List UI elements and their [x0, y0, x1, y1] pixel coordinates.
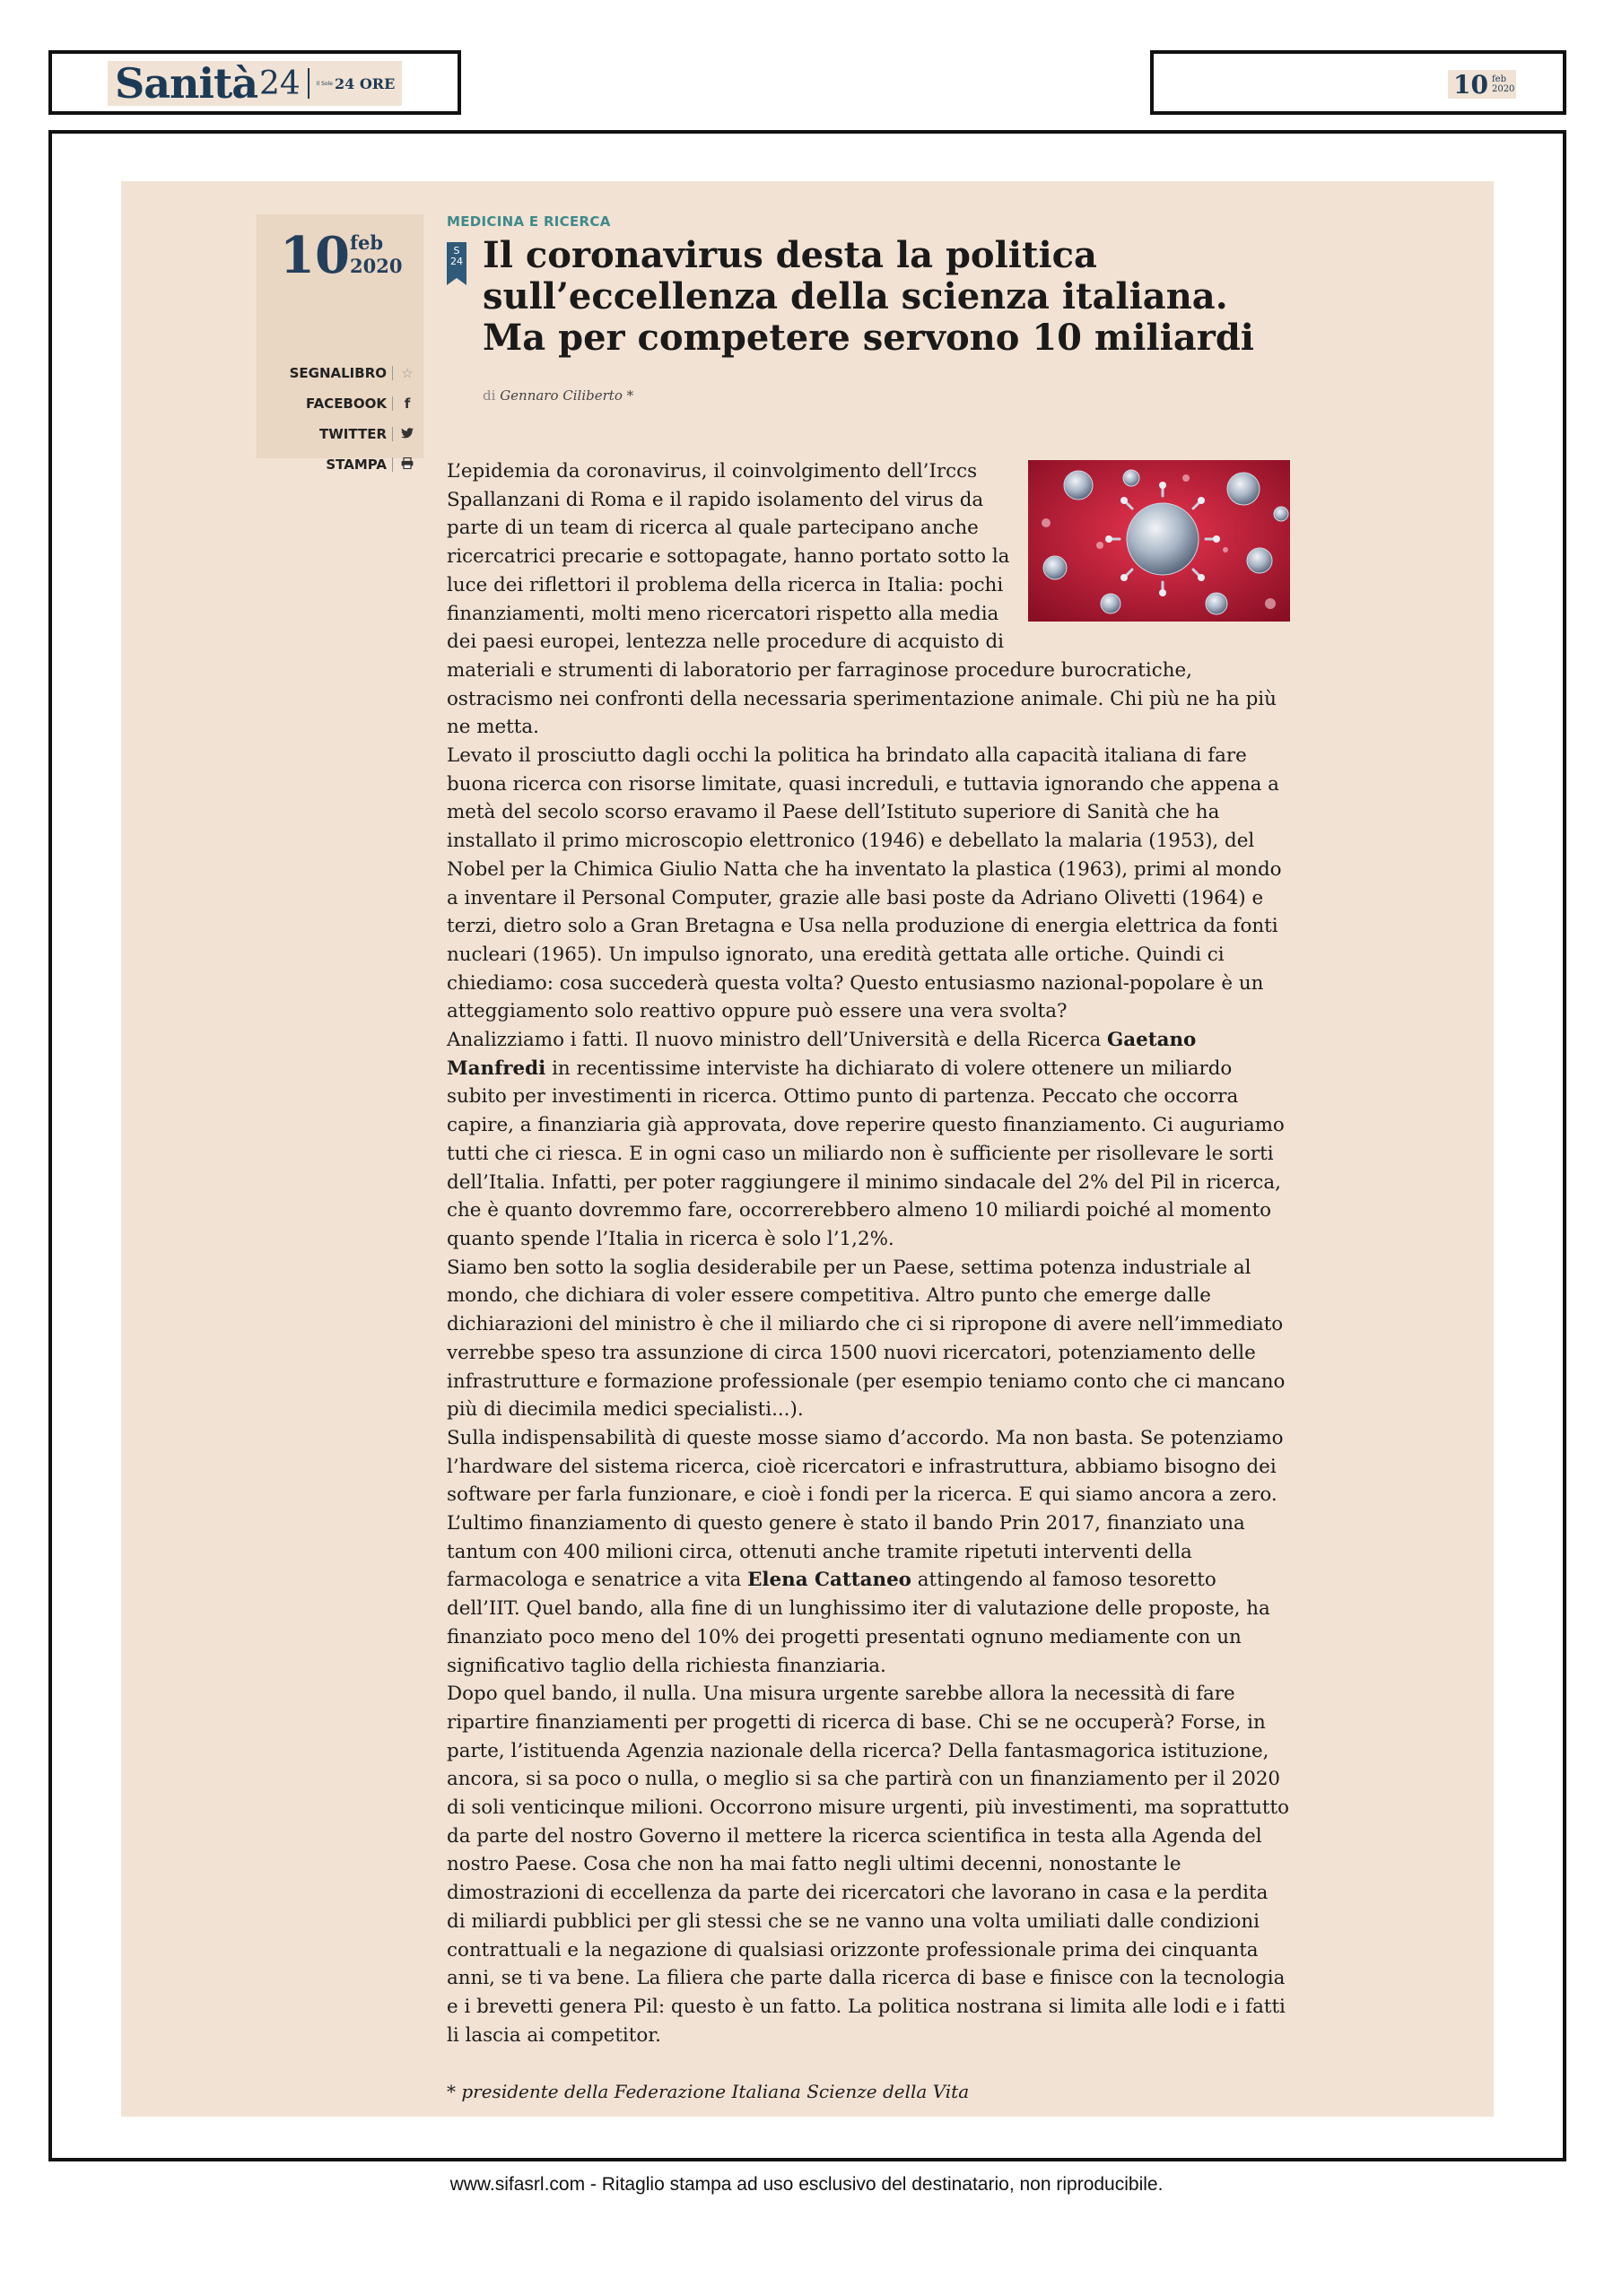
paragraph-6: Dopo quel bando, il nulla. Una misura urgente sarebbe allora la necessità di fare ripartire finanziamenti per progetti di ricerca di base. Chi se ne occuperà? Forse, in parte, l’istituenda Agenzia nazionale della ricerca? Della fantasmagorica istituzione, ancora, si sa poco o nulla, o meglio si sa che partirà con un finanziamento per il 2020 di soli venticinque milioni. Occorrono misure urgenti, più investimenti, ma soprattutto da parte del nostro Governo il mettere la ricerca scientifica in testa alla Agenda del nostro Paese. Cosa che non ha mai fatto negli ultimi decenni, nonostante le dimostrazioni di eccellenza da parte dei ricercatori che lavorano in casa e la perdita di miliardi pubblici per gli stessi che se ne vanno una volta umiliati dalle condizioni contrattuali e la negazione di qualsiasi orizzonte professionale prima dei cinquanta anni, se ti va bene. La filiera che parte dalla ricerca di base e finisce con la tecnologia e i brevetti genera Pil: questo è un fatto. La politica nostrana si limita alle lodi e i fatti li lascia ai competitor.: [447, 1683, 1289, 2047]
paragraph-3-part-a: Analizziamo i fatti. Il nuovo ministro dell’Università e della Ricerca: [447, 1029, 1108, 1052]
paragraph-5-part-b: attingendo al famoso tesoretto dell’IIT. Quel bando, alla fine di un lunghissimo iter di valutazione delle proposte, ha finanziato poco meno del 10% dei progetti presentati ognuno mediamente con un significativo taglio della richiesta finanziaria.: [447, 1569, 1270, 1677]
press-clipping-disclaimer: www.sifasrl.com - Ritaglio stampa ad uso esclusivo del destinatario, non riproducibile.: [449, 2174, 1164, 2195]
byline-prefix: di: [483, 387, 496, 404]
s24-badge: [447, 242, 466, 285]
s24-badge-line1: S: [453, 245, 460, 257]
logo-main-text: Sanità: [115, 59, 257, 108]
print-link[interactable]: [326, 457, 414, 473]
paragraph-3-part-b: in recentissime interviste ha dichiarato di volere ottenere un miliardo subito per investimenti in ricerca. Ottimo punto di partenza. Peccato che occorra capire, a finanziaria già approvata, dove reperire questo finanziamento. Ci auguriamo tutti che ci riesca. E in ogni caso un miliardo non è sufficiente per risollevare le sorti dell’Italia. Infatti, per poter raggiungere il minimo sindacale del 2% del Pil in ricerca, che è quanto dovremmo fare, occorrerebbero almeno 10 miliardi poiché al momento quanto spende l’Italia in ricerca è solo l’1,2%.: [447, 1057, 1285, 1250]
facebook-link[interactable]: [306, 396, 414, 412]
facebook-label: FACEBOOK: [306, 396, 387, 412]
header-date-year: 2020: [1491, 84, 1515, 94]
logo-divider: [308, 68, 310, 99]
twitter-link[interactable]: [319, 426, 414, 442]
sanita24-logo[interactable]: [108, 61, 402, 106]
share-divider: [392, 457, 393, 472]
author-footnote: * presidente della Federazione Italiana Scienze della Vita: [447, 2081, 970, 2102]
header-date-month: feb: [1491, 74, 1506, 84]
paragraph-5-part-a: Sulla indispensabilità di queste mosse siamo d’accordo. Ma non basta. Se potenziamo l’hardware del sistema ricerca, cioè ricercatori e infrastruttura, abbiamo bisogno dei software per farla funzionare, e cioè i fondi per la ricerca. E qui siamo ancora a zero. L’ultimo finanziamento di questo genere è stato il bando Prin 2017, finanziato una tantum con 400 milioni circa, ottenuti anche tramite ripetuti interventi della farmacologa e senatrice a vita: [447, 1426, 1284, 1592]
s24-badge-text: [447, 242, 466, 274]
paragraph-4: Siamo ben sotto la soglia desiderabile per un Paese, settima potenza industriale al mondo, che dichiara di voler essere competitiva. Altro punto che emerge dalle dichiarazioni del ministro è che il miliardo che ci si ripropone di avere nell’immediato verrebbe speso tra assunzione di circa 1500 nuovi ricercatori, potenziamento delle infrastrutture e formazione professionale (per esempio teniamo conto che ci mancano più di diecimila medici specialisti...).: [447, 1256, 1286, 1422]
header-date-day: 10: [1453, 69, 1488, 100]
twitter-label: TWITTER: [319, 426, 387, 442]
share-divider: [392, 396, 393, 411]
paragraph-5: [447, 1424, 1290, 1680]
sidebar-date-day: 10: [280, 226, 350, 285]
star-icon: ☆: [401, 365, 414, 381]
print-icon: [400, 457, 414, 473]
sidebar-date-month: feb: [350, 231, 384, 254]
article-byline: [483, 387, 633, 404]
sidebar-date-year: 2020: [350, 255, 403, 277]
badge-ribbon-icon: [447, 274, 466, 285]
article-title: Il coronavirus desta la politica sull’eccellenza della scienza italiana. Ma per competere servono 10 miliardi: [483, 234, 1254, 359]
header-date-box: [1150, 50, 1566, 115]
s24-badge-line2: 24: [450, 256, 463, 267]
article-section-label[interactable]: MEDICINA E RICERCA: [447, 213, 611, 230]
article-sidebar: [257, 214, 423, 473]
byline-author: Gennaro Ciliberto *: [500, 387, 634, 404]
share-divider: [392, 427, 393, 441]
share-divider: [392, 366, 393, 380]
logo-tiny-text: Il Sole: [316, 80, 333, 87]
header-logo-box: [48, 50, 461, 115]
header-date-month-year: [1492, 74, 1514, 94]
paragraph-1: L’epidemia da coronavirus, il coinvolgimento dell’Irccs Spallanzani di Roma e il rapido isolamento del virus da parte di un team di ricerca al quale partecipano anche ricercatrici precarie e sottopagate, hanno portato sotto la luce dei riflettori il problema della ricerca in Italia: pochi finanziamenti, molti meno ricercatori rispetto alla media dei paesi europei, lentezza nelle procedure di acquisto di materiali e strumenti di laboratorio per farraginose procedure burocratiche, ostracismo nei confronti della necessaria sperimentazione animale. Chi più ne ha più ne metta.: [447, 460, 1277, 739]
person-name-cattaneo: Elena Cattaneo: [747, 1569, 911, 1592]
logo-sub-text: 24 ORE: [335, 74, 396, 92]
twitter-icon: [400, 426, 414, 442]
facebook-icon: f: [404, 396, 411, 412]
header-date: [1448, 70, 1516, 99]
paragraph-3: [447, 1026, 1290, 1254]
person-name-manfredi: Gaetano Manfredi: [447, 1029, 1197, 1080]
article-body: [447, 457, 1290, 2049]
article-page: [121, 181, 1494, 2117]
print-label: STAMPA: [326, 457, 387, 473]
paragraph-2: Levato il prosciutto dagli occhi la politica ha brindato alla capacità italiana di fare buona ricerca con risorse limitate, quasi increduli, e tuttavia ignorando che appena a metà del secolo scorso eravamo il Paese dell’Istituto superiore di Sanità che ha installato il primo microscopio elettronico (1946) e debellato la malaria (1953), del Nobel per la Chimica Giulio Natta che ha inventato la plastica (1963), primi al mondo a inventare il Personal Computer, grazie alle basi poste da Adriano Olivetti (1964) e terzi, dietro solo a Gran Bretagna e Usa nella produzione di energia elettrica da fonti nucleari (1965). Un impulso ignorato, una eredità gettata alle ortiche. Quindi ci chiediamo: cosa succederà questa volta? Questo entusiasmo nazional-popolare è un atteggiamento solo reattivo oppure può essere una vera svolta?: [447, 744, 1282, 1023]
logo-number: 24: [259, 65, 301, 102]
bookmark-link[interactable]: [290, 365, 414, 381]
coronavirus-illustration: [1028, 460, 1290, 622]
bookmark-label: SEGNALIBRO: [289, 365, 387, 381]
